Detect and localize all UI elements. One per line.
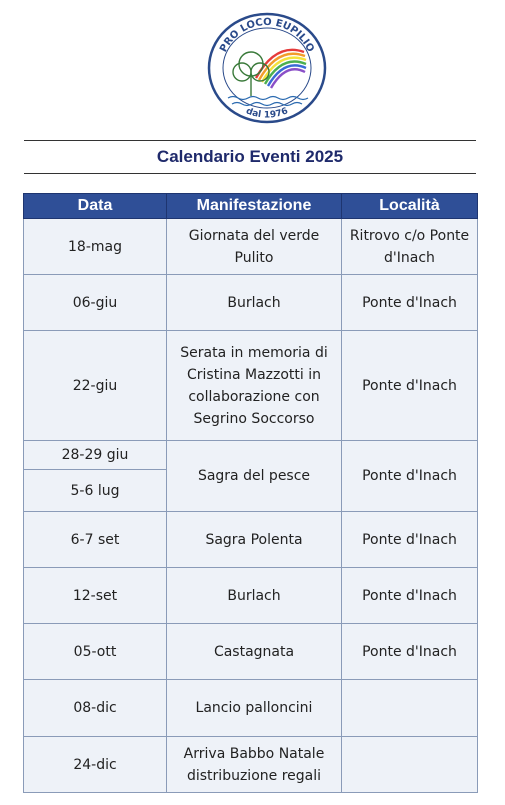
location-cell: Ponte d'Inach bbox=[342, 624, 478, 680]
table-row bbox=[24, 441, 478, 470]
header-localita: Località bbox=[342, 194, 478, 219]
table-row bbox=[24, 219, 478, 275]
event-cell: Burlach bbox=[167, 568, 342, 624]
pro-loco-emblem bbox=[206, 12, 328, 124]
location-cell: Ponte d'Inach bbox=[342, 441, 478, 512]
date-cell: 08-dic bbox=[24, 680, 167, 737]
svg-text:dal 1976: dal 1976 bbox=[244, 106, 290, 121]
table-row bbox=[24, 512, 478, 568]
location-cell: Ritrovo c/o Ponte d'Inach bbox=[342, 219, 478, 275]
event-cell: Lancio palloncini bbox=[167, 680, 342, 737]
location-cell: Ponte d'Inach bbox=[342, 568, 478, 624]
event-cell: Sagra Polenta bbox=[167, 512, 342, 568]
date-cell: 5-6 lug bbox=[24, 470, 167, 512]
pro-loco-logo bbox=[206, 12, 328, 124]
event-cell: Serata in memoria di Cristina Mazzotti in collaborazione con Segrino Soccorso bbox=[167, 331, 342, 441]
table-row bbox=[24, 737, 478, 793]
event-cell: Burlach bbox=[167, 275, 342, 331]
table-row bbox=[24, 275, 478, 331]
table-row bbox=[24, 568, 478, 624]
page-title: Calendario Eventi 2025 bbox=[156, 147, 344, 166]
date-cell: 28-29 giu bbox=[24, 441, 167, 470]
date-cell: 06-giu bbox=[24, 275, 167, 331]
table-row bbox=[24, 624, 478, 680]
event-cell: Castagnata bbox=[167, 624, 342, 680]
location-cell: Ponte d'Inach bbox=[342, 331, 478, 441]
location-cell bbox=[342, 680, 478, 737]
location-cell bbox=[342, 737, 478, 793]
table-row bbox=[24, 680, 478, 737]
date-cell: 12-set bbox=[24, 568, 167, 624]
table-header-row bbox=[24, 194, 478, 219]
event-cell: Giornata del verde Pulito bbox=[167, 219, 342, 275]
events-table bbox=[23, 193, 478, 793]
location-cell: Ponte d'Inach bbox=[342, 275, 478, 331]
date-cell: 18-mag bbox=[24, 219, 167, 275]
date-cell: 05-ott bbox=[24, 624, 167, 680]
date-cell: 22-giu bbox=[24, 331, 167, 441]
header-manifestazione: Manifestazione bbox=[167, 194, 342, 219]
svg-text:PRO LOCO EUPILIO: PRO LOCO EUPILIO bbox=[218, 16, 316, 55]
table-row bbox=[24, 331, 478, 441]
event-cell: Sagra del pesce bbox=[167, 441, 342, 512]
date-cell: 6-7 set bbox=[24, 512, 167, 568]
title-bar bbox=[24, 140, 476, 174]
date-cell: 24-dic bbox=[24, 737, 167, 793]
event-cell: Arriva Babbo Natale distribuzione regali bbox=[167, 737, 342, 793]
header-data: Data bbox=[24, 194, 167, 219]
location-cell: Ponte d'Inach bbox=[342, 512, 478, 568]
